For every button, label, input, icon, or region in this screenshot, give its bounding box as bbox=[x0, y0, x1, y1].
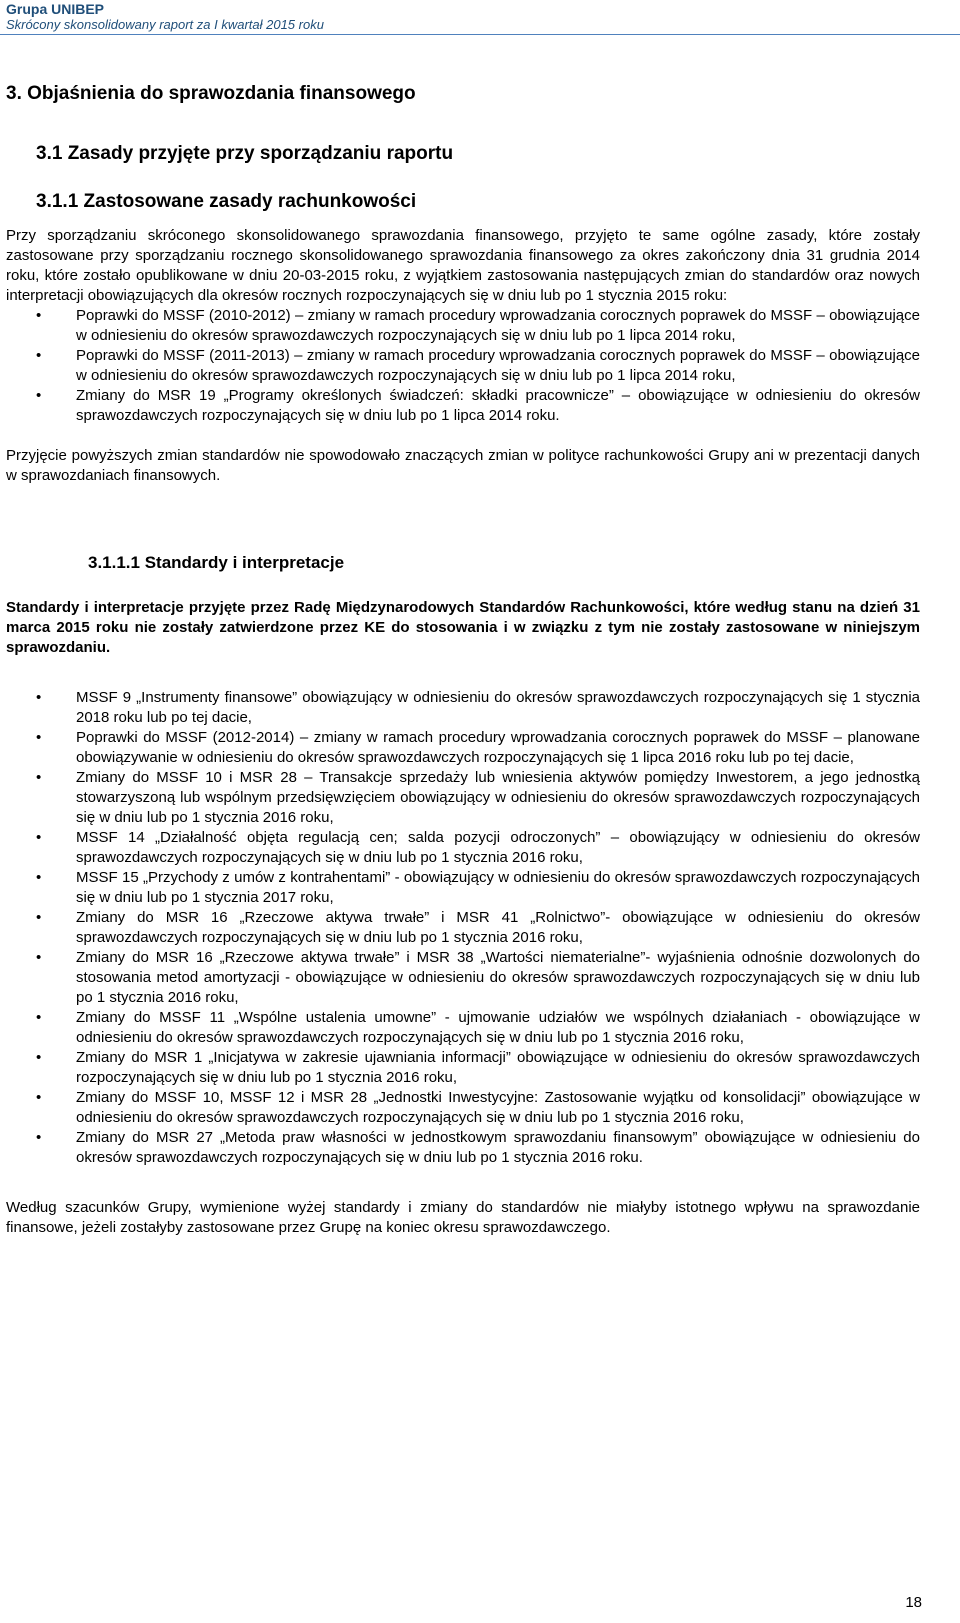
section-heading-3-1-1: 3.1.1 Zastosowane zasady rachunkowości bbox=[36, 191, 417, 212]
list-item: • MSSF 9 „Instrumenty finansowe” obowiązujący w odniesieniu do okresów sprawozdawczych rozpoczynających się 1 stycznia 2018 roku lub po tej dacie, bbox=[36, 689, 920, 726]
company-name: Grupa UNIBEP bbox=[6, 1, 105, 17]
section-heading-3-1-1-1: 3.1.1.1 Standardy i interpretacje bbox=[88, 553, 345, 572]
intro-paragraph: Przy sporządzaniu skróconego skonsolidowanego sprawozdania finansowego, przyjęto te same ogólne zasady, które zostały zastosowane przy sporządzaniu rocznego skonsolidowanego sprawozdania finansowego za okres zakończony dnia 31 grudnia 2014 roku, które zostało opublikowane w dniu 20-03-2015 roku, z wyjątkiem zastosowania następujących zmian do standardów oraz nowych interpretacji obowiązujących dla okresów rocznych rozpoczynających się w dniu lub po 1 stycznia 2015 roku: bbox=[6, 227, 920, 304]
bullet-icon: • bbox=[36, 729, 42, 746]
section-heading-3-1: 3.1 Zasady przyjęte przy sporządzaniu raportu bbox=[36, 143, 454, 164]
list-item: • MSSF 15 „Przychody z umów z kontrahentami” - obowiązujący w odniesieniu do okresów sprawozdawczych rozpoczynających się w dniu lub po 1 stycznia 2017 roku, bbox=[36, 869, 920, 906]
page-number: 18 bbox=[905, 1594, 922, 1611]
header-divider bbox=[0, 34, 960, 35]
list-item: • Poprawki do MSSF (2012-2014) – zmiany w ramach procedury wprowadzania corocznych poprawek do MSSF – planowane obowiązywanie w odniesieniu do okresów sprawozdawczych rozpoczynających się 1 lipca 2016 roku lub po tej dacie, bbox=[36, 729, 920, 766]
list-item: • Poprawki do MSSF (2011-2013) – zmiany w ramach procedury wprowadzania corocznych poprawek do MSSF – obowiązujące w odniesieniu do okresów sprawozdawczych rozpoczynających się w dniu lub po 1 lipca 2014 roku, bbox=[36, 347, 920, 384]
bullet-icon: • bbox=[36, 1089, 42, 1106]
section-heading-3: 3. Objaśnienia do sprawozdania finansowego bbox=[6, 83, 416, 104]
standards-list bbox=[6, 688, 920, 1168]
adoption-paragraph: Przyjęcie powyższych zmian standardów nie spowodowało znaczących zmian w polityce rachunkowości Grupy ani w prezentacji danych w sprawozdaniach finansowych. bbox=[6, 447, 920, 484]
closing-paragraph: Według szacunków Grupy, wymienione wyżej standardy i zmiany do standardów nie miałyby istotnego wpływu na sprawozdanie finansowe, jeżeli zostałyby zastosowane przez Grupę na koniec okresu sprawozdawczego. bbox=[6, 1199, 920, 1236]
bullet-icon: • bbox=[36, 1129, 42, 1146]
bullet-icon: • bbox=[36, 387, 42, 404]
bullet-icon: • bbox=[36, 1049, 42, 1066]
list-item: • Zmiany do MSR 16 „Rzeczowe aktywa trwałe” i MSR 41 „Rolnictwo”- obowiązujące w odniesieniu do okresów sprawozdawczych rozpoczynających się w dniu lub po 1 stycznia 2016 roku, bbox=[36, 909, 920, 946]
bullet-icon: • bbox=[36, 909, 42, 926]
applied-changes-list bbox=[6, 306, 920, 426]
bullet-icon: • bbox=[36, 689, 42, 706]
bullet-icon: • bbox=[36, 769, 42, 786]
bullet-icon: • bbox=[36, 1009, 42, 1026]
bullet-icon: • bbox=[36, 307, 42, 324]
list-item: • Zmiany do MSR 1 „Inicjatywa w zakresie ujawniania informacji” obowiązujące w odniesieniu do okresów sprawozdawczych rozpoczynających się w dniu lub po 1 stycznia 2016 roku, bbox=[36, 1049, 920, 1086]
list-item: • Zmiany do MSR 27 „Metoda praw własności w jednostkowym sprawozdaniu finansowym” obowiązujące w odniesieniu do okresów sprawozdawczych rozpoczynających się w dniu lub po 1 stycznia 2016 roku. bbox=[36, 1129, 920, 1166]
list-item: • Zmiany do MSSF 10, MSSF 12 i MSR 28 „Jednostki Inwestycyjne: Zastosowanie wyjątku od konsolidacji” obowiązujące w odniesieniu do okresów sprawozdawczych rozpoczynających się w dniu lub po 1 stycznia 2016 roku, bbox=[36, 1089, 920, 1126]
report-title: Skrócony skonsolidowany raport za I kwartał 2015 roku bbox=[6, 17, 324, 32]
bold-paragraph: Standardy i interpretacje przyjęte przez Radę Międzynarodowych Standardów Rachunkowości, które według stanu na dzień 31 marca 2015 roku nie zostały zatwierdzone przez KE do stosowania i w związku z tym nie zostały zastosowane w niniejszym sprawozdaniu. bbox=[6, 599, 920, 656]
list-item: • Zmiany do MSR 19 „Programy określonych świadczeń: składki pracownicze” – obowiązujące w odniesieniu do okresów sprawozdawczych rozpoczynających się w dniu lub po 1 lipca 2014 roku. bbox=[36, 387, 920, 424]
bullet-icon: • bbox=[36, 347, 42, 364]
bullet-icon: • bbox=[36, 949, 42, 966]
list-item: • Poprawki do MSSF (2010-2012) – zmiany w ramach procedury wprowadzania corocznych poprawek do MSSF – obowiązujące w odniesieniu do okresów sprawozdawczych rozpoczynających się w dniu lub po 1 lipca 2014 roku, bbox=[36, 307, 920, 344]
list-item: • Zmiany do MSSF 11 „Wspólne ustalenia umowne” - ujmowanie udziałów we wspólnych działaniach - obowiązujące w odniesieniu do okresów sprawozdawczych rozpoczynających się w dniu lub po 1 stycznia 2016 roku, bbox=[36, 1009, 920, 1046]
document-body bbox=[6, 82, 920, 1238]
list-item: • MSSF 14 „Działalność objęta regulacją cen; salda pozycji odroczonych” – obowiązujący w odniesieniu do okresów sprawozdawczych rozpoczynających się w dniu lub po 1 stycznia 2016 roku, bbox=[36, 829, 920, 866]
list-item: • Zmiany do MSSF 10 i MSR 28 – Transakcje sprzedaży lub wniesienia aktywów pomiędzy Inwestorem, a jego jednostką stowarzyszoną lub wspólnym przedsięwzięciem obowiązujący w odniesieniu do okresów sprawozdawczych rozpoczynających się w dniu lub po 1 stycznia 2016 roku, bbox=[36, 769, 920, 826]
list-item: • Zmiany do MSR 16 „Rzeczowe aktywa trwałe” i MSR 38 „Wartości niematerialne”- wyjaśnienia odnośnie dozwolonych do stosowania metod amortyzacji - obowiązujące w odniesieniu do okresów sprawozdawczych rozpoczynających się w dniu lub po 1 stycznia 2016 roku, bbox=[36, 949, 920, 1006]
bullet-icon: • bbox=[36, 829, 42, 846]
page-header bbox=[6, 1, 324, 33]
bullet-icon: • bbox=[36, 869, 42, 886]
